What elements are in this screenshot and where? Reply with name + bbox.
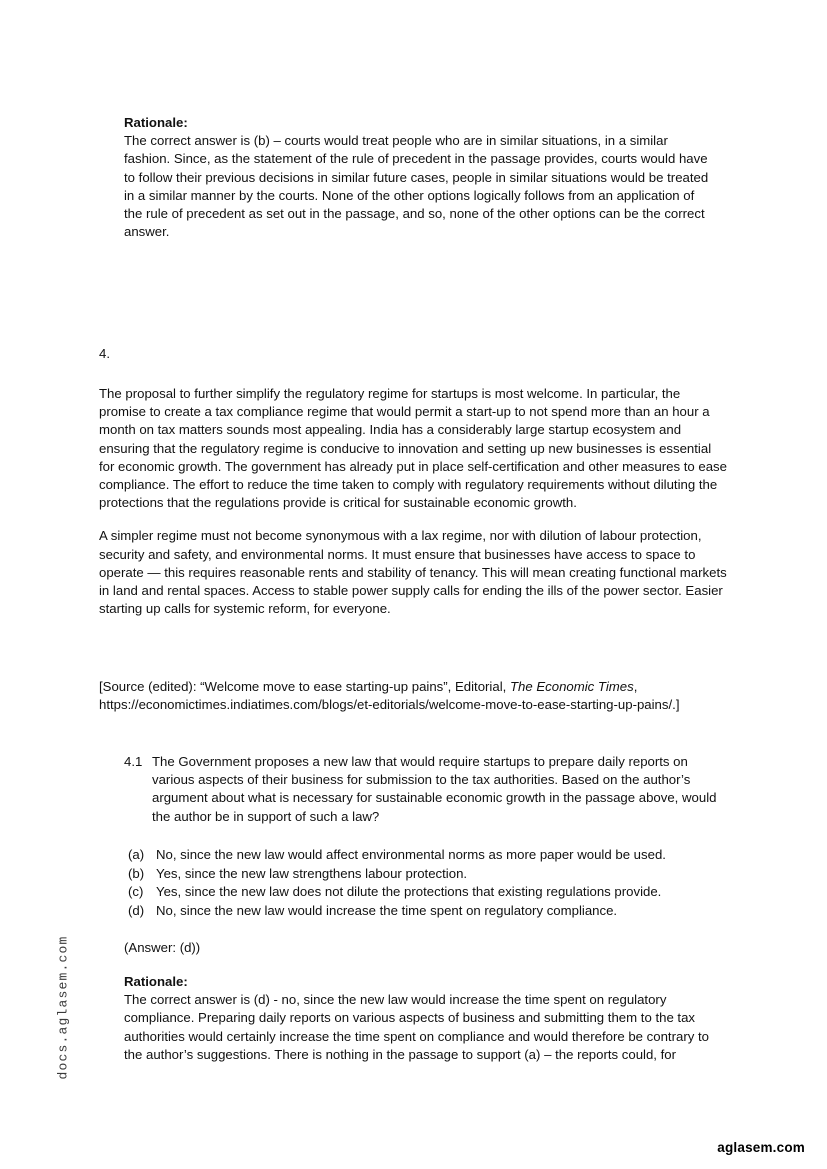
question-number: 4. (99, 346, 110, 361)
option-d-text: No, since the new law would increase the time spent on regulatory compliance. (156, 902, 618, 918)
subquestion-text: The Government proposes a new law that would require startups to prepare daily reports on various aspects of their business for submission to the tax authorities. Based on the author’s argument about what is necessary for sustainable economic growth in the passage above, would the author be in support of such a law? (152, 754, 717, 824)
passage-paragraph-1: The proposal to further simplify the regulatory regime for startups is most welcome. In particular, the promise to create a tax compliance regime that would permit a start-up to not spend more than an hour a month on tax matters sounds most appealing. India has a considerably large startup ecosystem and ensuring that the regulatory regime is conducive to innovation and setting up new businesses is essential for economic growth. The government has already put in place self-certification and other measures to ease compliance. The effort to reduce the time taken to comply with regulatory requirements without diluting the protections that the regulations provide is critical for sustainable economic growth. (99, 386, 727, 511)
option-c[interactable] (128, 883, 738, 902)
footer-logo: aglasem.com (717, 1140, 805, 1155)
source-suffix: , (633, 679, 638, 694)
rationale-block-2 (124, 973, 730, 1064)
rationale-heading-2: Rationale: (124, 974, 188, 989)
rationale-text-2: The correct answer is (d) - no, since the new law would increase the time spent on regulatory compliance. Preparing daily reports on various aspects of business and submitting them to the tax authorities would certainly increase the time spent on compliance and would therefore be contrary to the author’s suggestions. There is nothing in the passage to support (a) – the reports could, for (124, 992, 709, 1062)
rationale-heading-1: Rationale: (124, 115, 188, 130)
passage-block (99, 385, 729, 618)
answer-line: (Answer: (d)) (124, 940, 201, 955)
options-list (128, 846, 738, 920)
option-a-text: No, since the new law would affect environmental norms as more paper would be used. (156, 847, 666, 862)
option-d-label: (d) (128, 902, 145, 918)
source-citation (99, 678, 739, 714)
option-b[interactable] (128, 865, 738, 884)
option-b-label: (b) (128, 865, 145, 881)
subquestion-number: 4.1 (124, 754, 143, 769)
option-a-label: (a) (128, 847, 145, 862)
source-url: https://economictimes.indiatimes.com/blogs/et-editorials/welcome-move-to-ease-starting-up-pains/.] (99, 697, 680, 713)
subquestion-row (124, 753, 724, 826)
option-b-text: Yes, since the new law strengthens labour protection. (156, 865, 468, 881)
source-publication: The Economic Times (509, 679, 634, 694)
option-d[interactable] (128, 902, 738, 921)
side-watermark: docs.aglasem.com (55, 935, 71, 1080)
rationale-text-1: The correct answer is (b) – courts would treat people who are in similar situations, in a similar fashion. Since, as the statement of the rule of precedent in the passage provides, courts would have to follow their previous decisions in similar future cases, people in similar situations would be treated in a similar manner by the courts. None of the other options logically follows from an application of the rule of precedent as set out in the passage, and so, none of the other options can be the correct answer. (124, 133, 709, 240)
option-a[interactable] (128, 846, 738, 865)
subquestion-block (124, 753, 724, 826)
source-line (99, 678, 739, 714)
rationale-block-1 (124, 114, 714, 241)
source-prefix: [Source (edited): “Welcome move to ease starting-up pains”, Editorial, (99, 679, 510, 694)
passage-paragraph-2: A simpler regime must not become synonymous with a lax regime, nor with dilution of labour protection, security and safety, and environmental norms. It must ensure that businesses have access to space to operate — this requires reasonable rents and stability of tenancy. This will mean creating functional markets in land and rental spaces. Access to stable power supply calls for ending the ills of the power sector. Easier starting up calls for systemic reform, for everyone. (99, 528, 727, 617)
option-c-label: (c) (128, 884, 144, 900)
option-c-text: Yes, since the new law does not dilute the protections that existing regulations provide. (156, 884, 662, 900)
